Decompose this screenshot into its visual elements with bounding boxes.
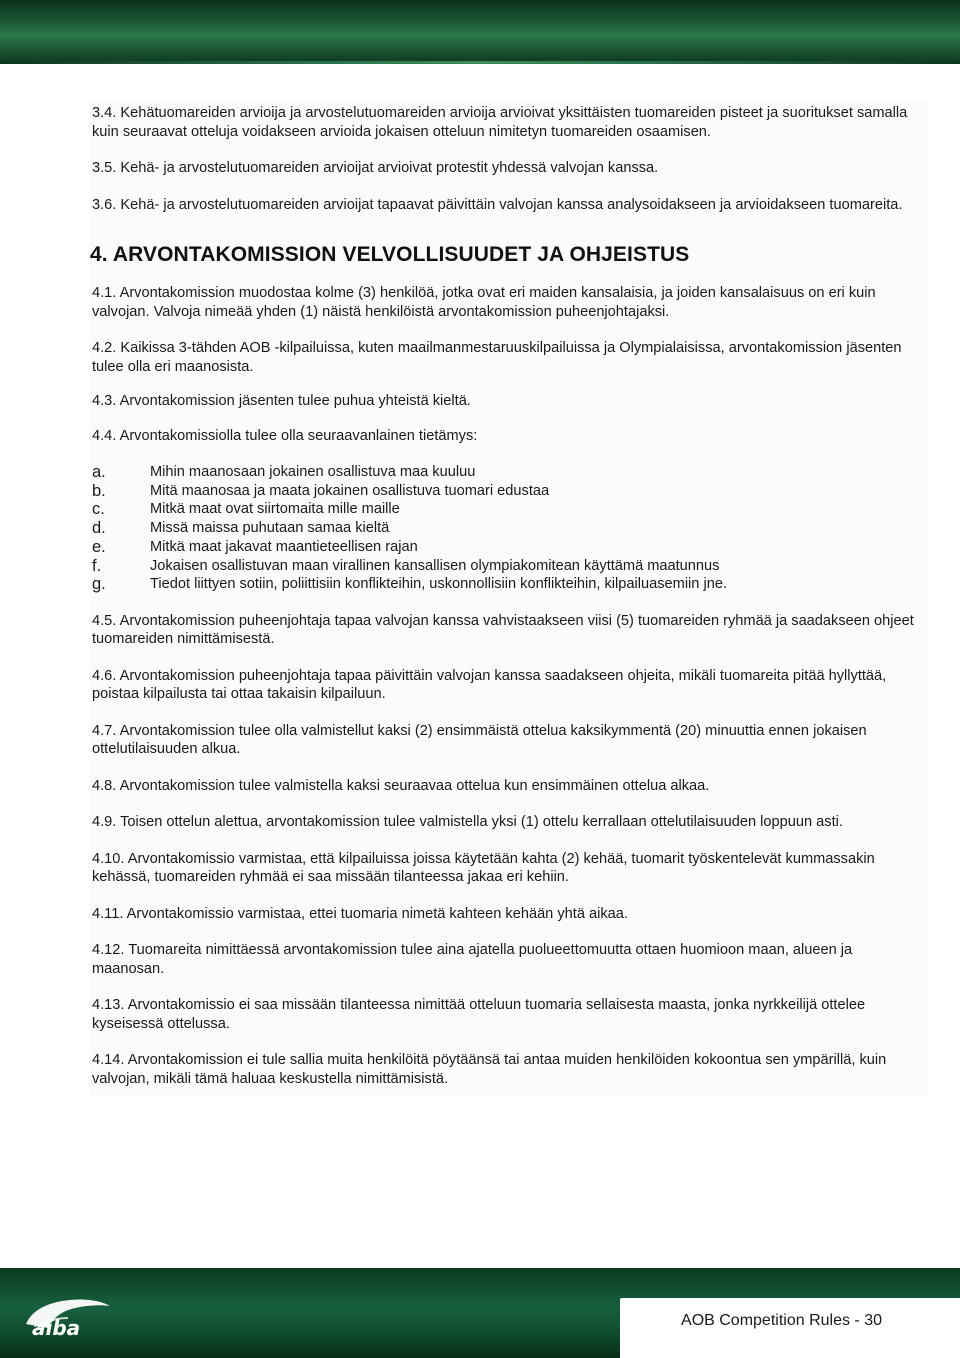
list-item [92, 557, 928, 576]
list-item [92, 482, 928, 501]
list-item [92, 575, 928, 594]
paragraph-4-9: 4.9. Toisen ottelun alettua, arvontakomission tulee valmistella yksi (1) ottelu kerrallaan ottelutilaisuuden loppuun asti. [92, 814, 843, 831]
list-letter: d. [92, 519, 106, 538]
list-item [92, 538, 928, 557]
paragraph-4-1: 4.1. Arvontakomission muodostaa kolme (3) henkilöä, jotka ovat eri maiden kansalaisia, ja joiden kansalaisuus on eri kuin valvojan. Valvoja nimeää yhden (1) näistä henkilöistä arvontakomission puheenjohtajaksi. [92, 285, 876, 320]
list-letter: e. [92, 537, 106, 556]
paragraph-4-10: 4.10. Arvontakomissio varmistaa, että kilpailuissa joissa käytetään kahta (2) kehää, tuomarit työskentelevät kummassakin kehässä, tuomareiden ryhmää ei saa missään tilanteessa jakaa eri kehiin. [92, 850, 875, 886]
paragraph-4-5: 4.5. Arvontakomission puheenjohtaja tapaa valvojan kanssa vahvistaakseen viisi (5) tuomareiden ryhmää ja saadakseen ohjeet tuomareiden nimittämisestä. [92, 612, 914, 648]
paragraph-4-12: 4.12. Tuomareita nimittäessä arvontakomission tulee aina ajatella puolueettomuutta ottaen huomioon maan, alueen ja maanosan. [92, 942, 853, 977]
list-text: Mitkä maat ovat siirtomaita mille maille [150, 501, 400, 518]
paragraph-4-13: 4.13. Arvontakomissio ei saa missään tilanteessa nimittää otteluun tuomaria sellaisesta maasta, jonka nyrkkeilijä ottelee kyseisessä ottelussa. [92, 997, 866, 1032]
list-item [92, 463, 928, 482]
paragraph-4-6: 4.6. Arvontakomission puheenjohtaja tapaa päivittäin valvojan kanssa saadakseen ohjeita, mikäli tuomareita pitää hyllyttää, poistaa kilpailusta tai ottaa takaisin kilpailuun. [92, 667, 887, 703]
list-text: Tiedot liittyen sotiin, poliittisiin konflikteihin, uskonnollisiin konflikteihin, kilpailuasemiin jne. [150, 576, 728, 593]
list-letter: c. [92, 500, 105, 519]
logo-wordmark: aiba [32, 1316, 81, 1340]
list-letter: b. [92, 481, 106, 500]
paragraph-3-4: 3.4. Kehätuomareiden arvioija ja arvostelutuomareiden arvioija arvioivat yksittäisten tuomareiden pisteet ja suoritukset samalla kuin seuraavat otteluja voidakseen arvioida jokaisen otteluun nimitetyn tuomareiden osaamisen. [92, 105, 908, 140]
paragraph-4-7: 4.7. Arvontakomission tulee olla valmistellut kaksi (2) ensimmäistä ottelua kaksikymmentä (20) minuuttia ennen jokaisen ottelutilaisuuden alkua. [92, 722, 867, 758]
paragraph-4-3: 4.3. Arvontakomission jäsenten tulee puhua yhteistä kieltä. [92, 393, 471, 409]
list-letter: a. [92, 463, 106, 481]
list-item [92, 500, 928, 519]
list-letter: f. [92, 556, 102, 575]
header-band [0, 0, 960, 64]
paragraph-3-6: 3.6. Kehä- ja arvostelutuomareiden arvioijat tapaavat päivittäin valvojan kanssa analysoidakseen ja arvioidakseen tuomareita. [92, 196, 903, 213]
paragraph-4-14: 4.14. Arvontakomission ei tule sallia muita henkilöitä pöytäänsä tai antaa muiden henkilöiden kokoontua sen ympärillä, kuin valvojan, mikäli tämä haluaa keskustella nimittämisistä. [92, 1052, 887, 1087]
knowledge-list [92, 463, 928, 594]
document-body [90, 100, 928, 1096]
paragraph-4-4: 4.4. Arvontakomissiolla tulee olla seuraavanlainen tietämys: [92, 427, 478, 444]
paragraph-4-8: 4.8. Arvontakomission tulee valmistella kaksi seuraavaa ottelua kun ensimmäinen ottelua alkaa. [92, 777, 710, 794]
page-number-label: AOB Competition Rules - 30 [681, 1312, 882, 1329]
paragraph-4-11: 4.11. Arvontakomissio varmistaa, ettei tuomaria nimetä kahteen kehään yhtä aikaa. [92, 905, 628, 922]
paragraph-4-2: 4.2. Kaikissa 3-tähden AOB -kilpailuissa, kuten maailmanmestaruuskilpailuissa ja Olympialaisissa, arvontakomission jäsenten tulee olla eri maanosista. [92, 340, 902, 375]
list-text: Mihin maanosaan jokainen osallistuva maa kuuluu [150, 464, 476, 480]
list-text: Jokaisen osallistuvan maan virallinen kansallisen olympiakomitean käyttämä maatunnus [150, 557, 720, 574]
list-letter: g. [92, 575, 106, 594]
list-text: Mitkä maat jakavat maantieteellisen rajan [150, 538, 418, 555]
list-text: Mitä maanosaa ja maata jokainen osallistuva tuomari edustaa [150, 482, 550, 499]
paragraph-3-5: 3.5. Kehä- ja arvostelutuomareiden arvioijat arvioivat protestit yhdessä valvojan kanssa. [92, 160, 659, 176]
section-heading-4: 4. ARVONTAKOMISSION VELVOLLISUUDET JA OHJEISTUS [90, 243, 690, 266]
list-text: Missä maissa puhutaan samaa kieltä [150, 520, 390, 537]
list-item [92, 519, 928, 538]
